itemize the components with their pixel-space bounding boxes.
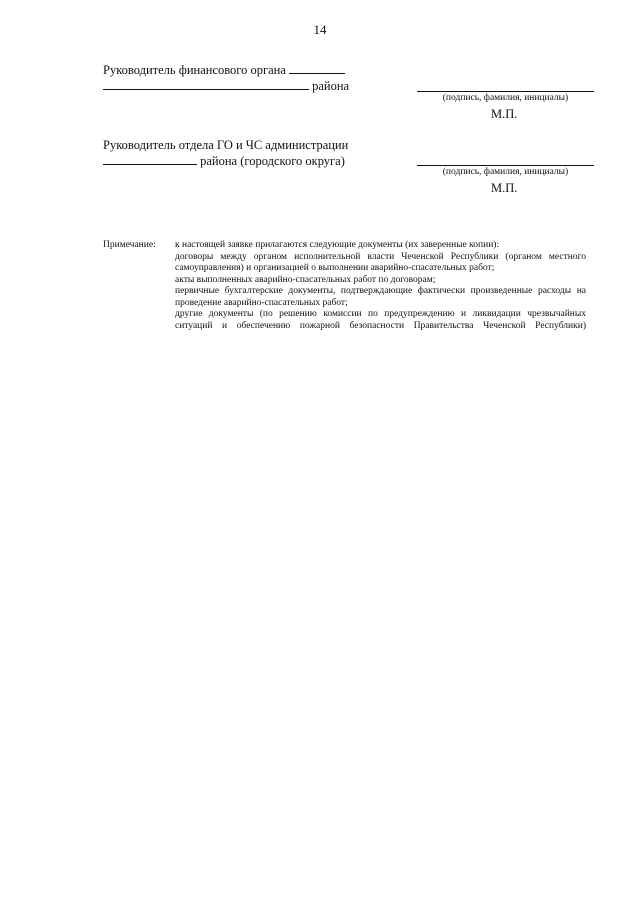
emergency-head-title: Руководитель отдела ГО и ЧС администрации xyxy=(103,138,349,152)
note-item: акты выполненных аварийно-спасательных работ по договорам; xyxy=(175,274,436,285)
note-label: Примечание: xyxy=(103,240,156,250)
emergency-district-blank xyxy=(103,153,197,165)
note-item: договоры между органом исполнительной власти Чеченской Республики (органом местного самоуправления) и организацией о выполнении аварийно-спасательных работ; xyxy=(175,251,586,273)
finance-signature-caption: (подпись, фамилия, инициалы) xyxy=(442,93,569,103)
emergency-stamp-place: М.П. xyxy=(491,181,518,195)
finance-head-title-line xyxy=(103,62,345,79)
finance-head-blank xyxy=(289,62,345,74)
finance-head-district-line xyxy=(103,78,349,95)
emergency-head-district-line xyxy=(103,153,345,170)
finance-head-title: Руководитель финансового органа xyxy=(103,63,286,77)
note-item: первичные бухгалтерские документы, подтверждающие фактически произведенные расходы на проведение аварийно-спасательных работ; xyxy=(175,286,586,308)
finance-head-district: района xyxy=(312,79,350,93)
emergency-signature-line xyxy=(417,165,594,166)
note-item: к настоящей заявке прилагаются следующие документы (их заверенные копии): xyxy=(175,240,500,250)
finance-district-blank xyxy=(103,78,309,90)
note-item: другие документы (по решению комиссии по предупреждению и ликвидации чрезвычайных ситуаций и обеспечению пожарной безопасности Правительства Чеченской Республики) xyxy=(175,309,586,331)
finance-stamp-place: М.П. xyxy=(491,107,518,121)
page-number: 14 xyxy=(313,22,327,37)
emergency-signature-caption: (подпись, фамилия, инициалы) xyxy=(442,167,569,177)
emergency-head-district: района (городского округа) xyxy=(200,154,345,168)
note-body xyxy=(175,240,586,332)
finance-signature-line xyxy=(417,91,594,92)
